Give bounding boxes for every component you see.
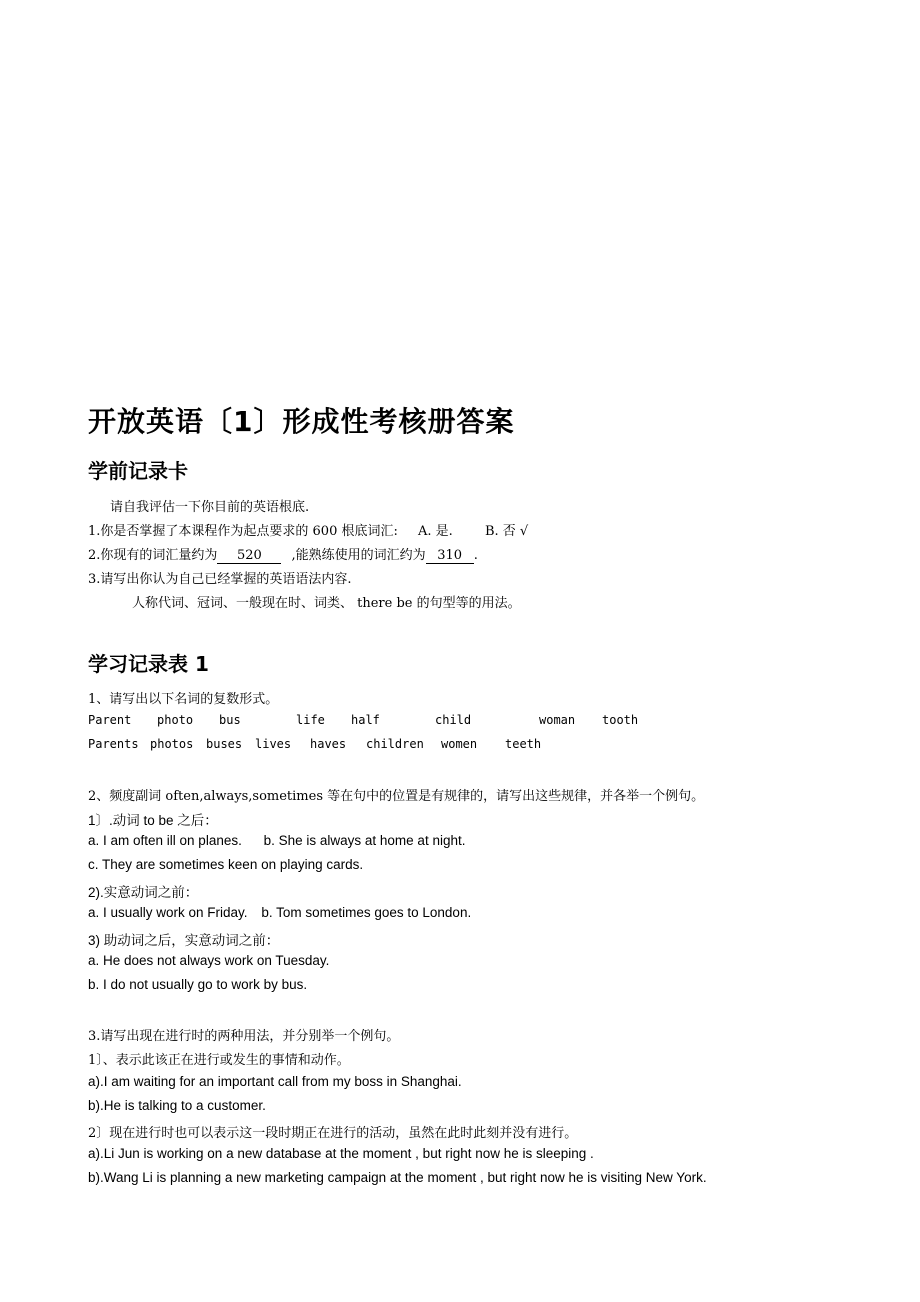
question-3-text: 3.请写出你认为自己已经掌握的英语语法内容. [88,572,352,587]
question-2-line [88,544,478,564]
question-2-prefix: 2.你现有的词汇量约为 [88,548,218,563]
question-2-end: . [473,548,478,563]
plural-word: lives [255,737,292,751]
rule-3-example-b: b. I do not usually go to work by bus. [88,977,308,992]
usage-1-example-a: a).I am waiting for an important call from my boss in Shanghai. [88,1074,462,1089]
active-vocabulary-blank: 310 [426,549,474,564]
rule-2-example-a: a. I usually work on Friday. [88,905,248,920]
rule-3-title: 3) 助动词之后，实意动词之前： [88,933,280,948]
singular-word: woman [539,713,576,727]
singular-word: bus [219,713,241,727]
rule-2-examples [88,905,471,920]
singular-word: Parent [88,713,132,727]
plural-word: buses [206,737,243,751]
usage-1-example-b: b).He is talking to a customer. [88,1098,266,1113]
plural-word: photos [150,737,194,751]
section-heading-study-record-1: 学习记录表 1 [88,652,209,676]
plural-word: teeth [505,737,542,751]
plural-word: Parents [88,737,139,751]
question-1-text: 1.你是否掌握了本课程作为起点要求的 600 根底词汇: [88,524,398,539]
usage-2-example-b: b).Wang Li is planning a new marketing campaign at the moment , but right now he is visiting New York. [88,1170,707,1185]
rule-1-title: 1〕.动词 to be 之后： [88,813,218,828]
plural-word: women [441,737,478,751]
question-1-option-b: B. 否 √ [484,524,529,539]
rule-1-example-c: c. They are sometimes keen on playing cards. [88,857,364,872]
usage-1-title: 1〕、表示此该正在进行或发生的事情和动作。 [88,1053,350,1068]
singular-nouns-row [88,713,788,729]
usage-2-title: 2〕现在进行时也可以表示这一段时期正在进行的活动，虽然在此时此刻并没有进行。 [88,1126,578,1141]
rule-1-example-a: a. I am often ill on planes. [88,833,242,848]
singular-word: life [296,713,325,727]
singular-word: photo [157,713,194,727]
self-assessment-intro: 请自我评估一下你目前的英语根底. [110,500,310,515]
section-heading-pre-study-card: 学前记录卡 [88,459,188,483]
plural-word: haves [310,737,347,751]
rule-1-example-b: b. She is always at home at night. [263,833,466,848]
rule-3-example-a: a. He does not always work on Tuesday. [88,953,330,968]
plural-nouns-row [88,737,788,753]
question-2-middle: ,能熟练使用的词汇约为 [291,548,426,563]
rule-2-example-b: b. Tom sometimes goes to London. [261,905,472,920]
plural-word: children [366,737,424,751]
singular-word: tooth [602,713,639,727]
vocabulary-size-blank: 520 [217,549,281,564]
question-1-line [88,520,528,539]
singular-word: half [351,713,380,727]
rule-1-examples [88,833,465,848]
question-1-option-a: A. 是. [418,524,453,539]
plural-question-prompt: 1、请写出以下名词的复数形式。 [88,692,279,707]
document-title: 开放英语〔1〕形成性考核册答案 [88,405,515,438]
singular-word: child [435,713,472,727]
adverb-question-prompt: 2、频度副词 often,always,sometimes 等在句中的位置是有规律的，请写出这些规律，并各举一个例句。 [88,789,705,804]
question-3-answer: 人称代词、冠词、一般现在时、词类、 there be 的句型等的用法。 [132,596,521,611]
rule-2-title: 2).实意动词之前： [88,885,199,900]
progressive-question-prompt: 3.请写出现在进行时的两种用法，并分别举一个例句。 [88,1029,400,1044]
usage-2-example-a: a).Li Jun is working on a new database at the moment , but right now he is sleeping . [88,1146,594,1161]
